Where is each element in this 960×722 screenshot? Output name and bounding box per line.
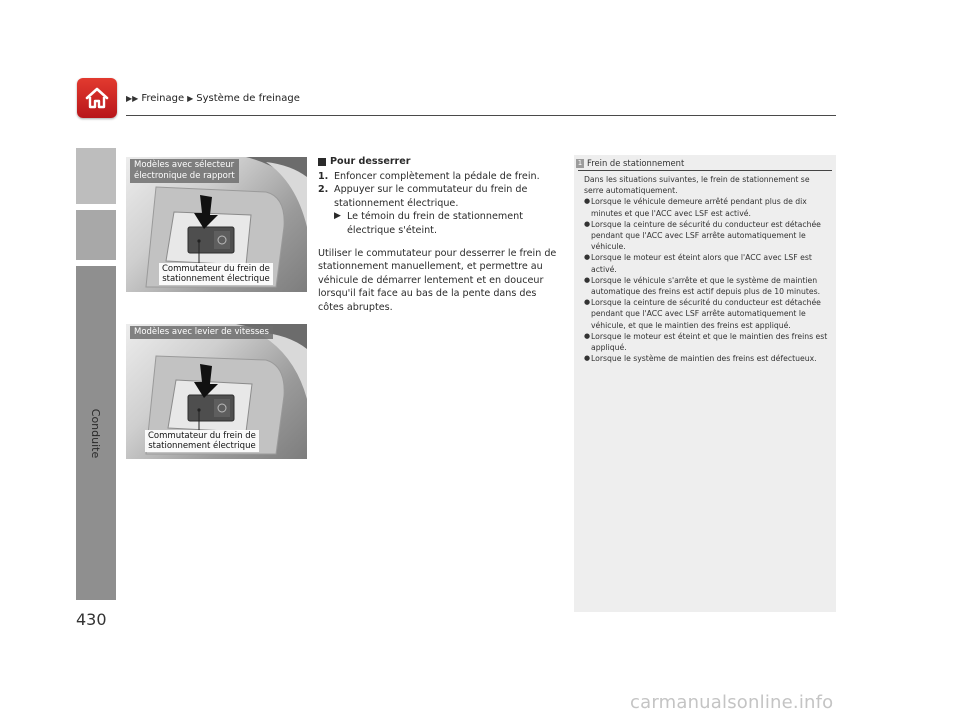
bullet-icon: ● [584,354,591,363]
body-paragraph: Utiliser le commutateur pour desserrer le frein de stationnement manuellement, et permettre au véhicule de démarrer lentement et en douceur lorsqu'il fait face au bas de la pente dans des côtes abruptes. [318,247,557,313]
note-title-text: Frein de stationnement [587,158,685,168]
bullet-icon: ● [584,275,591,284]
callout-line: stationnement électrique [148,441,256,451]
note-bullet-text: Lorsque le moteur est éteint et que le maintien des freins est appliqué. [591,331,828,353]
note-bullet [584,252,828,274]
note-bullet [584,297,828,331]
figure-gear-lever [126,324,307,459]
callout-line: stationnement électrique [162,274,270,284]
note-bullet [584,331,828,353]
home-icon [84,86,110,110]
figure-caption [130,159,239,183]
sidebar-label: Conduite [89,408,103,458]
bullet-icon: ● [584,298,591,307]
breadcrumb-arrow-icon: ▶ [187,94,194,103]
bullet-icon: ● [584,253,591,262]
step-text: Enfoncer complètement la pédale de frein. [334,170,540,182]
note-title [574,158,838,168]
step-number: 1. [318,170,329,182]
callout-line: Commutateur du frein de [162,264,270,274]
figure-electronic-selector [126,157,307,292]
figure-caption [130,326,273,339]
sidebar-tab-upper [76,148,116,204]
figure-callout-label [159,263,273,285]
note-bullet [584,219,828,253]
section-title [318,155,563,169]
sub-step [318,210,563,237]
note-bullet-text: Lorsque le moteur est éteint alors que l'ACC avec LSF est activé. [591,253,812,274]
figure-callout-label [145,430,259,452]
step-text: Appuyer sur le commutateur du frein de stationnement électrique. [334,184,528,209]
breadcrumb-arrow-icon: ▶▶ [126,94,139,103]
section-square-icon [318,158,326,166]
main-content [318,155,563,315]
breadcrumb [126,93,300,104]
sub-step-text: Le témoin du frein de stationnement électrique s'éteint. [347,211,523,236]
note-bullet [584,275,828,297]
note-bullet-text: Lorsque la ceinture de sécurité du conducteur est détachée pendant que l'ACC avec LSF arrête automatiquement le véhicule, et que le maintien des freins est appliqué. [591,298,821,330]
section-title-text: Pour desserrer [330,156,411,167]
note-body [584,174,828,364]
figure-caption-line: électronique de rapport [134,171,235,181]
callout-line: Commutateur du frein de [148,431,256,441]
breadcrumb-item-braking[interactable]: Freinage [141,93,185,104]
note-bullet [584,196,828,218]
sidebar-tab-middle [76,210,116,260]
bullet-icon: ● [584,331,591,340]
note-bullet-text: Lorsque le véhicule s'arrête et que le système de maintien automatique des freins est actif depuis plus de 10 minutes. [591,275,821,297]
note-bullet-text: Lorsque le système de maintien des freins est défectueux. [591,354,817,364]
note-bullet [584,353,828,364]
side-note [574,155,836,612]
breadcrumb-item-braking-system[interactable]: Système de freinage [196,93,300,104]
step-item [318,183,563,210]
figure-caption-line: Modèles avec sélecteur [134,160,235,170]
note-bullet-text: Lorsque la ceinture de sécurité du conducteur est détachée pendant que l'ACC avec LSF arrête automatiquement le véhicule. [591,219,821,252]
step-item [318,170,563,184]
bullet-icon: ● [584,219,591,228]
note-bullet-text: Lorsque le véhicule demeure arrêté pendant plus de dix minutes et que l'ACC avec LSF est activé. [591,197,807,218]
sidebar-label-wrap [76,266,116,600]
watermark: carmanualsonline.info [630,692,834,713]
bullet-icon: ● [584,197,591,206]
note-divider [578,170,832,171]
sub-step-arrow-icon: ▶ [334,211,341,222]
home-button[interactable] [77,78,117,118]
figure-caption-line: Modèles avec levier de vitesses [134,327,269,337]
page-number: 430 [76,610,107,629]
note-number-badge: 1 [577,158,583,167]
header-divider [126,115,836,116]
note-intro: Dans les situations suivantes, le frein de stationnement se serre automatiquement. [584,175,810,196]
step-number: 2. [318,184,329,196]
